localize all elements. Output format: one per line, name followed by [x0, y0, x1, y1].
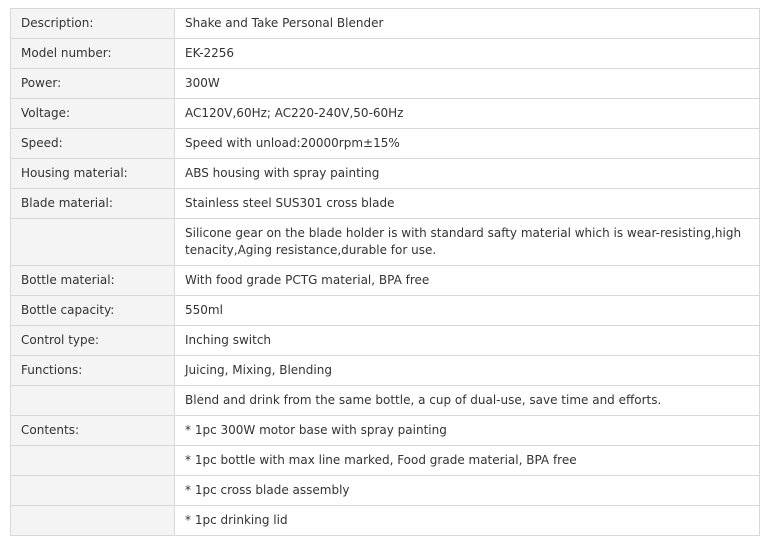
spec-value: Blend and drink from the same bottle, a cup of dual-use, save time and efforts. [175, 386, 760, 416]
table-row [11, 356, 760, 386]
table-row [11, 9, 760, 39]
spec-value: * 1pc 300W motor base with spray painting [175, 416, 760, 446]
spec-value: ABS housing with spray painting [175, 159, 760, 189]
table-row [11, 266, 760, 296]
spec-label: Bottle capacity: [11, 296, 175, 326]
table-row [11, 159, 760, 189]
spec-label: Bottle material: [11, 266, 175, 296]
spec-label: Functions: [11, 356, 175, 386]
spec-value: 550ml [175, 296, 760, 326]
table-row [11, 129, 760, 159]
spec-label: Model number: [11, 39, 175, 69]
spec-value: * 1pc drinking lid [175, 506, 760, 536]
spec-value: * 1pc bottle with max line marked, Food grade material, BPA free [175, 446, 760, 476]
table-row [11, 386, 760, 416]
table-row [11, 39, 760, 69]
spec-table [10, 8, 760, 536]
table-row [11, 416, 760, 446]
spec-label [11, 506, 175, 536]
spec-value: Shake and Take Personal Blender [175, 9, 760, 39]
spec-label: Blade material: [11, 189, 175, 219]
spec-value: With food grade PCTG material, BPA free [175, 266, 760, 296]
spec-label: Control type: [11, 326, 175, 356]
spec-label [11, 219, 175, 266]
spec-label [11, 386, 175, 416]
spec-label [11, 446, 175, 476]
spec-value: Stainless steel SUS301 cross blade [175, 189, 760, 219]
spec-label: Power: [11, 69, 175, 99]
table-row [11, 326, 760, 356]
spec-table-container [10, 8, 760, 536]
spec-value: 300W [175, 69, 760, 99]
spec-value: Inching switch [175, 326, 760, 356]
table-row [11, 219, 760, 266]
table-row [11, 506, 760, 536]
spec-value: Silicone gear on the blade holder is with standard safty material which is wear-resisting,high tenacity,Aging resistance,durable for use. [175, 219, 760, 266]
table-row [11, 476, 760, 506]
table-row [11, 69, 760, 99]
table-row [11, 99, 760, 129]
spec-label: Contents: [11, 416, 175, 446]
spec-label: Speed: [11, 129, 175, 159]
table-row [11, 446, 760, 476]
spec-value: Speed with unload:20000rpm±15% [175, 129, 760, 159]
spec-label: Housing material: [11, 159, 175, 189]
spec-value: AC120V,60Hz; AC220-240V,50-60Hz [175, 99, 760, 129]
spec-value: Juicing, Mixing, Blending [175, 356, 760, 386]
spec-label: Voltage: [11, 99, 175, 129]
spec-label [11, 476, 175, 506]
spec-value: EK-2256 [175, 39, 760, 69]
spec-label: Description: [11, 9, 175, 39]
spec-value: * 1pc cross blade assembly [175, 476, 760, 506]
table-row [11, 189, 760, 219]
table-row [11, 296, 760, 326]
